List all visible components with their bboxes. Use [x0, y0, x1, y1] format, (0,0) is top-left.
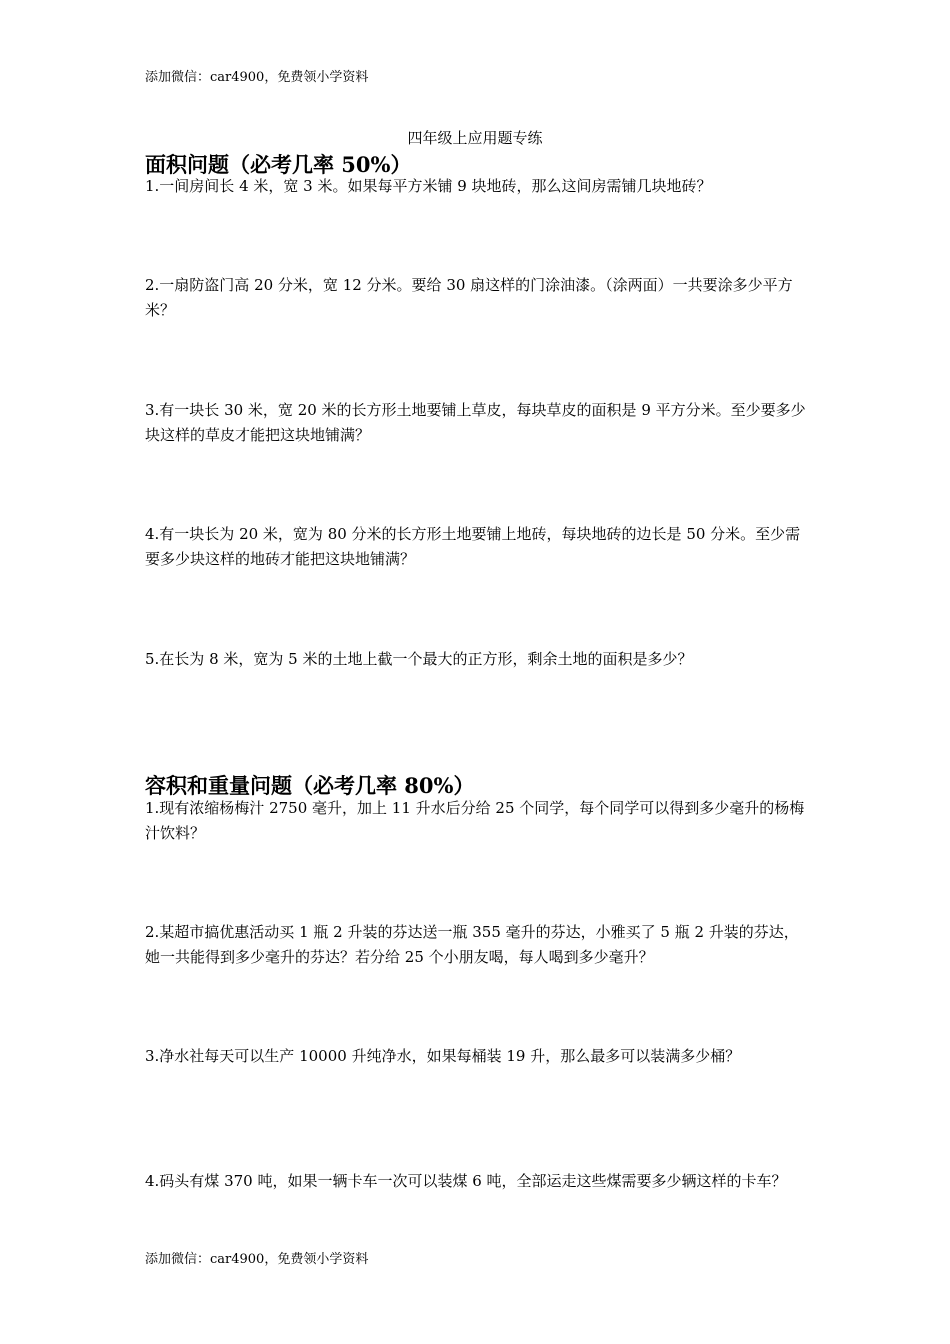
- section-heading-area: 面积问题（必考几率 50%）: [145, 152, 412, 177]
- document-title: 四年级上应用题专练: [407, 129, 543, 147]
- question-area-3: 3.有一块长 30 米，宽 20 米的长方形土地要铺上草皮，每块草皮的面积是 9 平方分米。至少要多少块这样的草皮才能把这块地铺满？: [145, 401, 806, 444]
- question-volume-4: 4.码头有煤 370 吨，如果一辆卡车一次可以装煤 6 吨，全部运走这些煤需要多少辆这样的卡车？: [145, 1172, 787, 1190]
- question-area-2: 2.一扇防盗门高 20 分米，宽 12 分米。要给 30 扇这样的门涂油漆。（涂两面）一共要涂多少平方米？: [145, 276, 793, 319]
- question-area-4: 4.有一块长为 20 米，宽为 80 分米的长方形土地要铺上地砖，每块地砖的边长是 50 分米。至少需要多少块这样的地砖才能把这块地铺满？: [145, 525, 801, 568]
- question-volume-2: 2.某超市搞优惠活动买 1 瓶 2 升装的芬达送一瓶 355 毫升的芬达，小雅买了 5 瓶 2 升装的芬达，她一共能得到多少毫升的芬达？若分给 25 个小朋友喝，每人喝到多少毫升？: [145, 923, 799, 966]
- question-area-5: 5.在长为 8 米，宽为 5 米的土地上截一个最大的正方形，剩余土地的面积是多少？: [145, 650, 693, 668]
- section-heading-volume-weight: 容积和重量问题（必考几率 80%）: [145, 773, 475, 798]
- question-volume-3: 3.净水社每天可以生产 10000 升纯净水，如果每桶装 19 升，那么最多可以装满多少桶？: [145, 1047, 741, 1065]
- question-volume-1: 1.现有浓缩杨梅汁 2750 毫升，加上 11 升水后分给 25 个同学，每个同学可以得到多少毫升的杨梅汁饮料？: [145, 799, 805, 842]
- question-area-1: 1.一间房间长 4 米，宽 3 米。如果每平方米铺 9 块地砖，那么这间房需铺几块地砖？: [145, 177, 712, 195]
- page-footer: 添加微信：car4900，免费领小学资料: [145, 1252, 369, 1267]
- page-header: 添加微信：car4900，免费领小学资料: [145, 70, 369, 85]
